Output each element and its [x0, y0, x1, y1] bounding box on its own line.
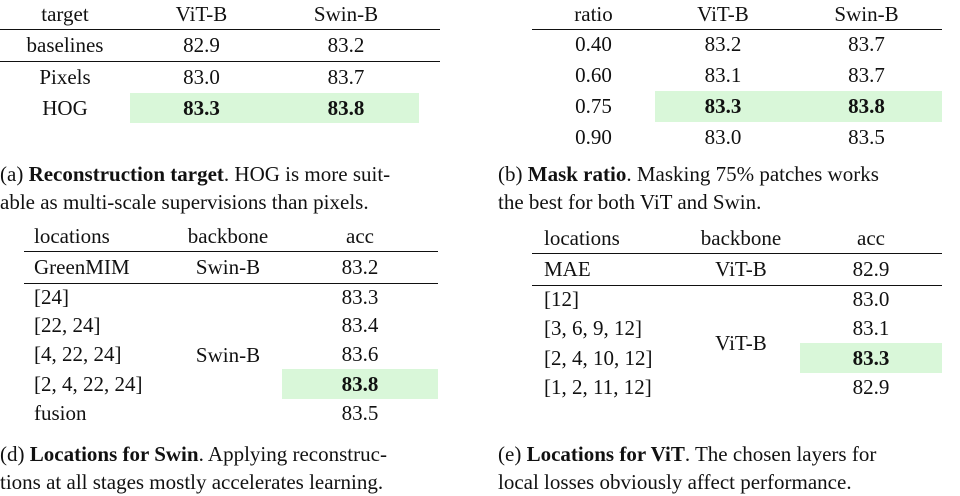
table-e-row-acc: 82.9	[852, 375, 890, 399]
table-a	[0, 0, 440, 123]
table-d-row-acc: 83.4	[341, 313, 379, 337]
table-a-row-vit: 83.0	[183, 64, 220, 89]
table-d-panel	[24, 222, 438, 428]
table-b-row-vit: 83.2	[704, 32, 742, 57]
table-e-base-location: MAE	[544, 256, 591, 281]
table-b-row-swin: 83.7	[848, 63, 885, 87]
table-a-header-swin: Swin-B	[313, 1, 379, 26]
table-a-row-swin: 83.2	[327, 32, 365, 57]
table-d-row-location: [2, 4, 22, 24]	[34, 371, 143, 396]
table-a-caption-bold: Reconstruction target	[28, 162, 224, 186]
table-b-row-ratio: 0.90	[575, 124, 612, 149]
table-a-header-target: target	[41, 1, 89, 26]
table-e-row-location: [12]	[544, 287, 579, 312]
table-b-header-vit: ViT-B	[697, 1, 749, 26]
table-a-header-vit: ViT-B	[175, 1, 228, 26]
table-b-row-ratio: 0.75	[575, 94, 612, 118]
table-e-header-acc: acc	[857, 225, 885, 250]
table-e	[532, 224, 942, 402]
table-e-row-acc-highlight: 83.3	[800, 343, 942, 373]
table-e-base-acc: 82.9	[852, 256, 890, 281]
table-d-row-acc: 83.5	[341, 401, 379, 425]
table-b-row-vit: 83.0	[704, 124, 742, 149]
table-d-header-backbone: backbone	[187, 223, 269, 248]
table-d-row-location: fusion	[34, 401, 87, 425]
table-e-panel	[532, 224, 942, 402]
table-d-row-location: [4, 22, 24]	[34, 342, 122, 366]
table-b-row-vit-highlight: 83.3	[655, 91, 791, 122]
table-e-header-locations: locations	[544, 225, 620, 250]
table-e-row-acc: 83.0	[852, 287, 890, 312]
table-e-caption-bold: Locations for ViT	[526, 442, 685, 466]
table-e-base-backbone: ViT-B	[715, 256, 767, 281]
table-d-caption: (d) Locations for Swin. Applying reconstruc- tions at all stages mostly accelerates learning.	[0, 442, 387, 494]
table-d	[24, 222, 438, 428]
table-d-base-location: GreenMIM	[34, 254, 130, 279]
table-e-backbone-group: ViT-B	[715, 331, 767, 356]
table-b-row-swin: 83.5	[848, 124, 885, 149]
table-e-row-location: [1, 2, 11, 12]	[544, 375, 652, 399]
table-a-row-swin-highlight: 83.8	[273, 93, 419, 123]
table-a-row-vit: 82.9	[183, 32, 220, 57]
table-a-row-vit-highlight: 83.3	[130, 93, 273, 123]
table-b-row-ratio: 0.40	[575, 32, 612, 57]
table-d-base-backbone: Swin-B	[195, 254, 261, 279]
table-a-row-swin: 83.7	[327, 64, 365, 89]
table-a-row-target: Pixels	[39, 64, 91, 89]
table-b-row-ratio: 0.60	[575, 63, 612, 87]
table-d-header-locations: locations	[34, 223, 110, 248]
table-b-row-swin: 83.7	[848, 32, 885, 57]
table-b-header-swin: Swin-B	[834, 1, 899, 26]
table-d-base-acc: 83.2	[341, 254, 379, 279]
table-b	[532, 0, 942, 152]
table-d-row-location: [24]	[34, 284, 69, 309]
table-a-row-target: HOG	[42, 95, 88, 120]
table-e-row-location: [2, 4, 10, 12]	[544, 345, 653, 370]
table-b-caption: (b) Mask ratio. Masking 75% patches works the best for both ViT and Swin.	[498, 162, 879, 214]
table-d-row-acc-highlight: 83.8	[282, 369, 438, 399]
table-b-header-ratio: ratio	[574, 1, 613, 26]
table-d-caption-bold: Locations for Swin	[29, 442, 199, 466]
table-a-caption: (a) Reconstruction target. HOG is more suit- able as multi-scale supervisions than pixels.	[0, 162, 391, 214]
table-a-panel	[0, 0, 440, 123]
table-b-row-vit: 83.1	[704, 63, 742, 87]
table-d-row-location: [22, 24]	[34, 313, 101, 337]
table-a-row-target: baselines	[26, 32, 104, 57]
table-e-row-location: [3, 6, 9, 12]	[544, 316, 642, 340]
table-e-row-acc: 83.1	[852, 316, 890, 340]
table-b-row-swin-highlight: 83.8	[791, 91, 942, 122]
table-e-header-backbone: backbone	[700, 225, 782, 250]
table-d-header-acc: acc	[346, 223, 374, 248]
table-b-caption-bold: Mask ratio	[527, 162, 627, 186]
table-d-row-acc: 83.3	[341, 284, 379, 309]
table-b-panel	[532, 0, 942, 152]
table-d-backbone-group: Swin-B	[195, 343, 261, 368]
table-d-row-acc: 83.6	[341, 342, 379, 366]
table-e-caption: (e) Locations for ViT. The chosen layers for local losses obviously affect performance.	[498, 442, 877, 494]
